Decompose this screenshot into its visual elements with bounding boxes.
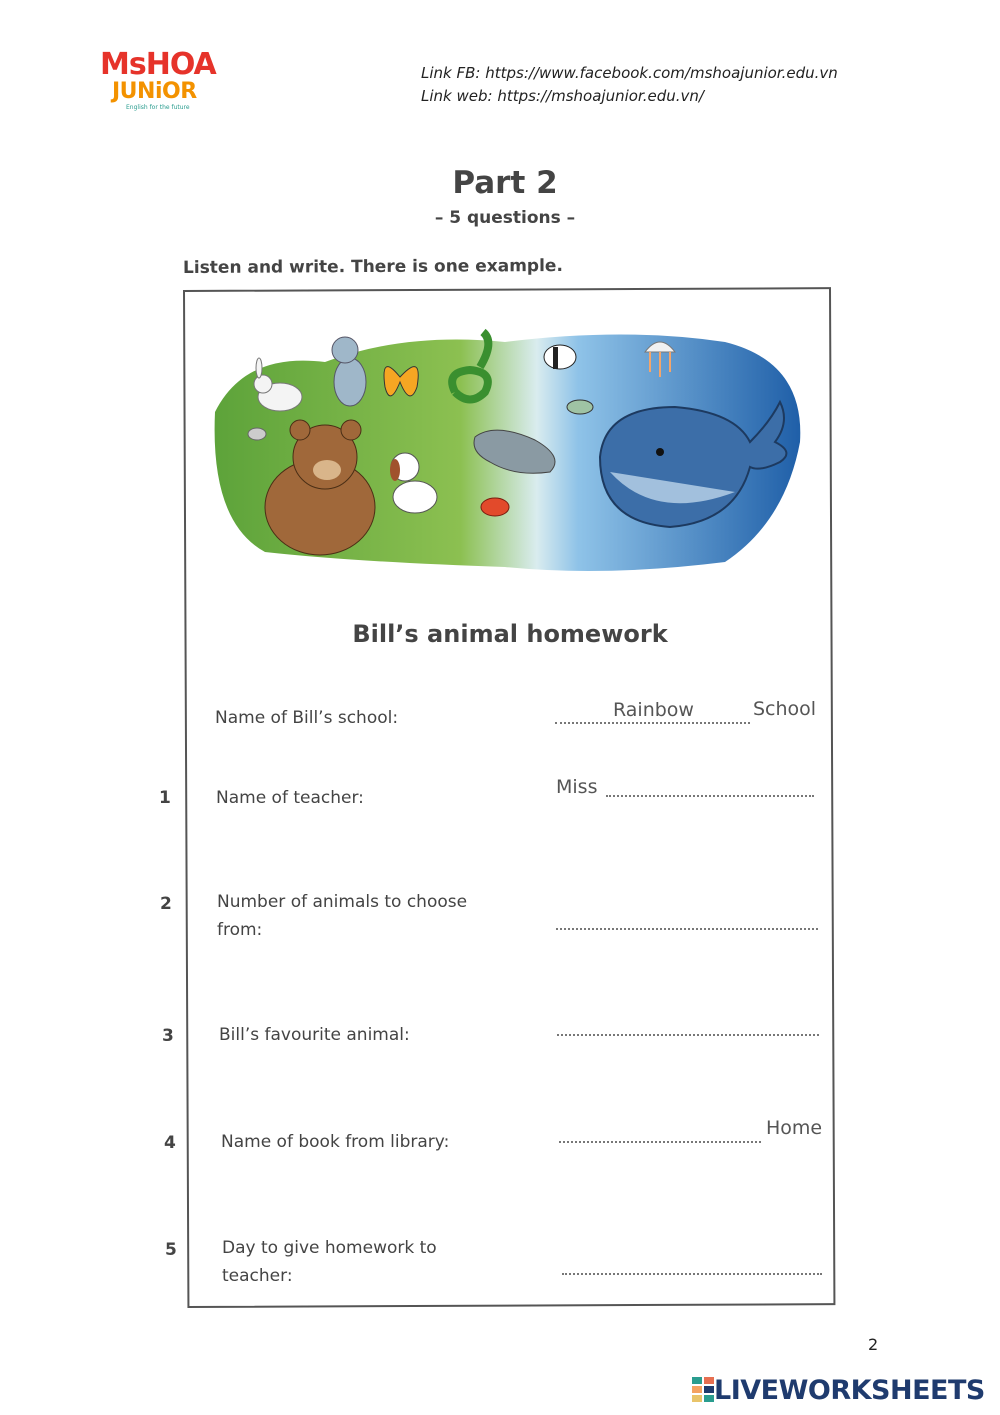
animals-illustration [205, 322, 810, 577]
question-1-prefix: Miss [556, 776, 598, 798]
question-5-answer-line[interactable] [562, 1273, 822, 1275]
part-subtitle: – 5 questions – [434, 208, 576, 228]
question-number-3: 3 [162, 1026, 174, 1046]
question-3-label: Bill’s favourite animal: [219, 1025, 410, 1045]
mshoa-junior-logo [100, 47, 240, 120]
question-4-label: Name of book from library: [221, 1132, 450, 1152]
question-number-4: 4 [164, 1133, 176, 1153]
jellyfish-icon [645, 342, 675, 377]
liveworksheets-logo [692, 1373, 985, 1407]
question-3-answer-line[interactable] [557, 1034, 819, 1036]
logo-line1: MsHOA [100, 47, 216, 82]
facebook-link[interactable]: Link FB: https://www.facebook.com/mshoajunior.edu.vn [421, 64, 838, 82]
example-answer-line [555, 722, 750, 724]
question-1-answer-line[interactable] [606, 795, 814, 797]
part-title: Part 2 [452, 165, 558, 201]
question-2-label-line2: from: [217, 920, 263, 940]
question-5-label-line1: Day to give homework to [222, 1238, 437, 1258]
question-5-label-line2: teacher: [222, 1266, 293, 1286]
mouse-icon [248, 428, 266, 440]
question-number-1: 1 [159, 788, 171, 808]
cat-icon [332, 337, 366, 406]
question-number-5: 5 [165, 1240, 177, 1260]
example-suffix: School [753, 698, 817, 720]
instruction-text: Listen and write. There is one example. [182, 256, 563, 278]
question-number-2: 2 [160, 894, 172, 914]
crab-icon [481, 498, 509, 516]
liveworksheets-text: LIVEWORKSHEETS [714, 1374, 985, 1406]
example-answer: Rainbow [613, 699, 694, 721]
website-link[interactable]: Link web: https://mshoajunior.edu.vn/ [421, 87, 704, 105]
question-2-label-line1: Number of animals to choose [217, 892, 468, 912]
logo-tagline: English for the future [126, 104, 190, 111]
question-1-label: Name of teacher: [216, 788, 364, 808]
header-links [421, 62, 838, 108]
homework-title: Bill’s animal homework [352, 620, 668, 648]
question-4-answer-line[interactable] [559, 1141, 761, 1143]
question-4-suffix: Home [766, 1117, 823, 1139]
liveworksheets-icon [692, 1377, 714, 1403]
example-label: Name of Bill’s school: [215, 708, 399, 728]
question-2-answer-line[interactable] [556, 928, 818, 930]
logo-line2: JUNiOR [112, 79, 197, 104]
page-number: 2 [868, 1335, 879, 1354]
